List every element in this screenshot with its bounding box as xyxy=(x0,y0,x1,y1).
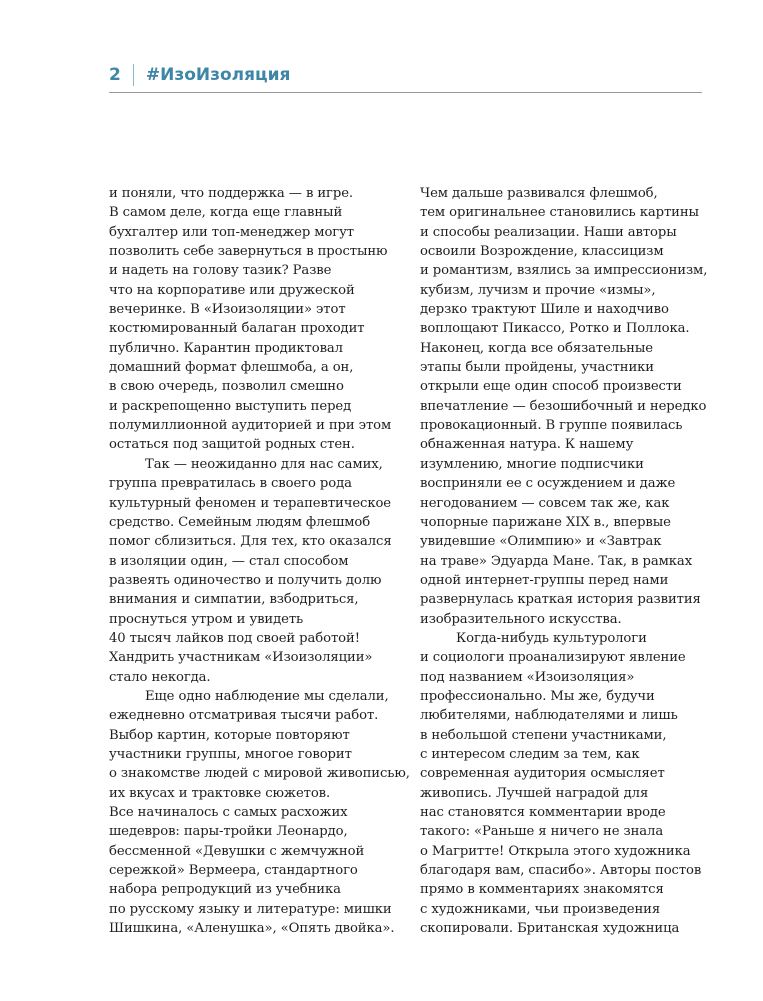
text-line: их вкусах и трактовке сюжетов. xyxy=(109,785,331,801)
text-column-left xyxy=(109,184,410,938)
text-line: костюмированный балаган проходит xyxy=(109,321,365,337)
text-line: участники группы, многое говорит xyxy=(109,746,352,762)
text-line: этапы были пройдены, участники xyxy=(420,360,655,376)
text-line: на траве» Эдуарда Мане. Так, в рамках xyxy=(420,553,693,569)
text-line: и романтизм, взялись за импрессионизм, xyxy=(420,263,708,279)
text-line: Выбор картин, которые повторяют xyxy=(109,727,350,743)
text-line: остаться под защитой родных стен. xyxy=(109,437,355,453)
text-line: Хандрить участникам «Изоизоляции» xyxy=(109,650,373,666)
text-line: бухгалтер или топ-менеджер могут xyxy=(109,224,354,240)
text-line: под названием «Изоизоляция» xyxy=(420,669,635,685)
text-line: в небольшой степени участниками, xyxy=(420,727,667,743)
text-line: В самом деле, когда еще главный xyxy=(109,205,343,221)
text-line: чопорные парижане XIX в., впервые xyxy=(420,514,671,530)
text-line: и поняли, что поддержка — в игре. xyxy=(109,186,353,201)
text-line: нас становятся комментарии вроде xyxy=(420,805,666,820)
text-line: сережкой» Вермеера, стандартного xyxy=(109,863,358,879)
text-column-right xyxy=(420,184,712,938)
text-line: о Магритте! Открыла этого художника xyxy=(420,843,691,859)
text-line: Все начиналось с самых расхожих xyxy=(109,805,348,820)
text-line: Чем дальше развивался флешмоб, xyxy=(420,186,658,201)
page-number: 2 xyxy=(109,65,121,85)
text-line: о знакомстве людей с мировой живописью, xyxy=(109,766,410,782)
text-line: публично. Карантин продиктовал xyxy=(109,340,343,356)
header-separator xyxy=(133,64,134,86)
text-line: Наконец, когда все обязательные xyxy=(420,340,653,356)
text-line: позволить себе завернуться в простыню xyxy=(109,244,388,260)
text-line: восприняли ее с осуждением и даже xyxy=(420,476,676,492)
text-line: вечеринке. В «Изоизоляции» этот xyxy=(109,302,346,318)
text-line: помог сблизиться. Для тех, кто оказался xyxy=(109,534,392,550)
text-line: стало некогда. xyxy=(109,669,211,685)
text-line: живопись. Лучшей наградой для xyxy=(420,785,649,801)
running-header xyxy=(109,60,702,90)
text-line: любителями, наблюдателями и лишь xyxy=(420,708,678,724)
text-line: открыли еще один способ произвести xyxy=(420,379,682,395)
text-line: набора репродукций из учебника xyxy=(109,882,341,898)
header-rule xyxy=(109,92,702,93)
text-line: воплощают Пикассо, Ротко и Поллока. xyxy=(420,321,690,337)
text-line: развеять одиночество и получить долю xyxy=(109,572,382,588)
text-line: негодованием — совсем так же, как xyxy=(420,495,670,511)
text-line: бессменной «Девушки с жемчужной xyxy=(109,843,365,859)
text-line: с художниками, чьи произведения xyxy=(420,901,661,917)
text-line: и способы реализации. Наши авторы xyxy=(420,224,677,240)
text-line: Так — неожиданно для нас самих, xyxy=(145,456,383,472)
text-line: обнаженная натура. К нашему xyxy=(420,437,634,453)
text-line: и раскрепощенно выступить перед xyxy=(109,398,352,414)
text-line: Когда-нибудь культурологи xyxy=(456,630,647,646)
text-line: по русскому языку и литературе: мишки xyxy=(109,901,392,917)
text-line: и социологи проанализируют явление xyxy=(420,650,686,666)
text-line: Еще одно наблюдение мы сделали, xyxy=(145,688,389,704)
text-line: полумиллионной аудиторией и при этом xyxy=(109,418,392,434)
text-line: ежедневно отсматривая тысячи работ. xyxy=(109,708,379,724)
text-line: проснуться утром и увидеть xyxy=(109,611,304,627)
text-line: освоили Возрождение, классицизм xyxy=(420,244,664,260)
text-line: и надеть на голову тазик? Разве xyxy=(109,263,332,279)
text-line: домашний формат флешмоба, а он, xyxy=(109,360,354,376)
text-line: благодаря вам, спасибо». Авторы постов xyxy=(420,863,702,879)
text-line: тем оригинальнее становились картины xyxy=(420,205,699,221)
text-line: развернулась краткая история развития xyxy=(420,592,701,608)
text-line: впечатление — безошибочный и нередко xyxy=(420,398,707,414)
text-line: профессионально. Мы же, будучи xyxy=(420,688,655,704)
text-line: современная аудитория осмысляет xyxy=(420,766,665,782)
text-line: 40 тысяч лайков под своей работой! xyxy=(109,630,360,646)
text-line: группа превратилась в своего рода xyxy=(109,476,352,492)
text-line: такого: «Раньше я ничего не знала xyxy=(420,824,664,840)
text-line: средство. Семейным людям флешмоб xyxy=(109,514,371,530)
text-line: Шишкина, «Аленушка», «Опять двойка». xyxy=(109,921,395,937)
text-line: дерзко трактуют Шиле и находчиво xyxy=(420,302,669,318)
text-line: в свою очередь, позволил смешно xyxy=(109,379,344,395)
text-line: внимания и симпатии, взбодриться, xyxy=(109,592,359,608)
text-line: культурный феномен и терапевтическое xyxy=(109,495,392,511)
chapter-title: #ИзоИзоляция xyxy=(145,65,291,85)
text-line: провокационный. В группе появилась xyxy=(420,418,683,434)
text-line: кубизм, лучизм и прочие «измы», xyxy=(420,282,656,298)
text-line: прямо в комментариях знакомятся xyxy=(420,882,664,898)
text-line: увидевшие «Олимпию» и «Завтрак xyxy=(420,534,662,550)
text-line: одной интернет-группы перед нами xyxy=(420,572,669,588)
text-line: скопировали. Британская художница xyxy=(420,921,680,937)
text-line: в изоляции один, — стал способом xyxy=(109,553,349,569)
text-line: изобразительного искусства. xyxy=(420,611,622,627)
text-line: изумлению, многие подписчики xyxy=(420,456,644,472)
text-line: шедевров: пары-тройки Леонардо, xyxy=(109,824,348,840)
text-line: что на корпоративе или дружеской xyxy=(109,282,355,298)
text-line: с интересом следим за тем, как xyxy=(420,746,640,762)
